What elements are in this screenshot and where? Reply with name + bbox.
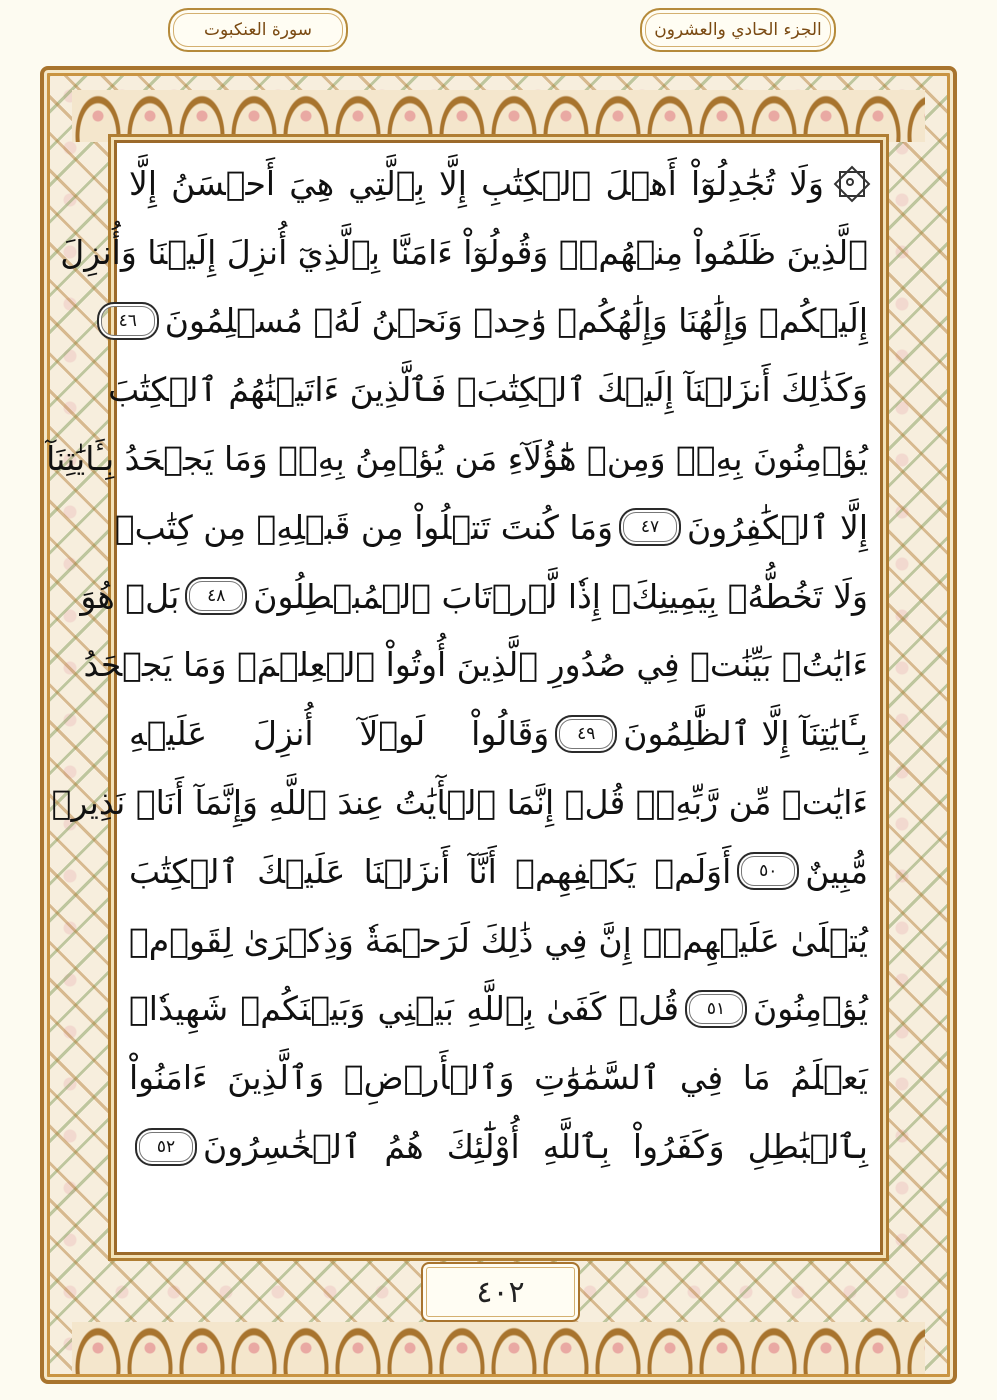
- line-text: إِلَيۡكُمۡ وَإِلَٰهُنَا وَإِلَٰهُكُمۡ وَٰحِدٞ وَنَحۡنُ لَهُۥ مُسۡلِمُونَ: [164, 301, 868, 341]
- text-line: [129, 699, 868, 768]
- quran-text-panel: [46, 140, 883, 1255]
- page-number: ٤٠٢: [421, 1262, 580, 1322]
- ayah-number-marker: ٤٩: [555, 715, 617, 753]
- line-text: ٱلَّذِينَ ظَلَمُواْ مِنۡهُمۡۖ وَقُولُوٓاْ ءَامَنَّا بِٱلَّذِيٓ أُنزِلَ إِلَيۡنَا وَأُنزِلَ: [60, 232, 868, 272]
- text-line: [118, 287, 868, 356]
- text-line: [129, 975, 868, 1044]
- text-line: [83, 631, 868, 700]
- line-text-continued: بَلۡ هُوَ: [80, 576, 180, 616]
- text-line: [108, 355, 868, 424]
- line-text-continued: أَوَلَمۡ يَكۡفِهِمۡ أَنَّآ أَنزَلۡنَا عَلَيۡكَ ٱلۡكِتَٰبَ: [129, 851, 732, 891]
- line-text: يُتۡلَىٰ عَلَيۡهِمۡۚ إِنَّ فِي ذَٰلِكَ لَرَحۡمَةٗ وَذِكۡرَىٰ لِقَوۡمٖ: [129, 920, 868, 960]
- ayah-number-marker: ٤٦: [97, 302, 159, 340]
- ayah-number-marker: ٥٢: [135, 1128, 197, 1166]
- line-text: إِلَّا ٱلۡكَٰفِرُونَ: [687, 507, 868, 547]
- ayah-number-marker: ٤٨: [185, 577, 247, 615]
- frame-top-ornament: [72, 90, 925, 142]
- juz-label: الجزء الحادي والعشرون: [640, 8, 836, 52]
- ayah-number-marker: ٥١: [685, 990, 747, 1028]
- text-line: [129, 837, 868, 906]
- line-text: ءَايَٰتٞ مِّن رَّبِّهِۦۖ قُلۡ إِنَّمَا ٱلۡأٓيَٰتُ عِندَ ٱللَّهِ وَإِنَّمَآ أَنَا۠ نَذِيرٞ: [51, 783, 868, 823]
- line-text: ءَايَٰتُۢ بَيِّنَٰتٞ فِي صُدُورِ ٱلَّذِينَ أُوتُواْ ٱلۡعِلۡمَۚ وَمَا يَجۡحَدُ: [83, 645, 868, 685]
- line-text: وَلَا تُجَٰدِلُوٓاْ أَهۡلَ ٱلۡكِتَٰبِ إِلَّا بِٱلَّتِي هِيَ أَحۡسَنُ إِلَّا: [129, 163, 824, 203]
- line-text-continued: قُلۡ كَفَىٰ بِٱللَّهِ بَيۡنِي وَبَيۡنَكُمۡ شَهِيدٗاۖ: [129, 989, 680, 1029]
- line-text: بِـَٔايَٰتِنَآ إِلَّا ٱلظَّٰلِمُونَ: [623, 714, 868, 754]
- text-line: [129, 1112, 868, 1181]
- text-line: [51, 768, 868, 837]
- line-text: وَكَذَٰلِكَ أَنزَلۡنَآ إِلَيۡكَ ٱلۡكِتَٰبَۚ فَٱلَّذِينَ ءَاتَيۡنَٰهُمُ ٱلۡكِتَٰبَ: [108, 370, 868, 410]
- line-text: بِٱلۡبَٰطِلِ وَكَفَرُواْ بِٱللَّهِ أُوْلَٰٓئِكَ هُمُ ٱلۡخَٰسِرُونَ: [203, 1127, 868, 1167]
- text-line: [129, 906, 868, 975]
- line-text-continued: وَقَالُواْ لَوۡلَآ أُنزِلَ عَلَيۡهِ: [129, 714, 550, 754]
- text-line: [60, 218, 868, 287]
- line-text-continued: وَمَا كُنتَ تَتۡلُواْ مِن قَبۡلِهِۦ مِن كِتَٰبٖ: [114, 507, 614, 547]
- line-text: مُّبِينٌ: [805, 851, 868, 891]
- ayah-number-marker: ٥٠: [737, 852, 799, 890]
- surah-label: سورة العنكبوت: [168, 8, 348, 52]
- line-text: وَلَا تَخُطُّهُۥ بِيَمِينِكَۖ إِذٗا لَّٱرۡتَابَ ٱلۡمُبۡطِلُونَ: [253, 576, 868, 616]
- frame-bottom-ornament: [72, 1322, 925, 1374]
- line-text: يُؤۡمِنُونَ: [753, 989, 868, 1029]
- text-line: [129, 149, 868, 218]
- text-line: [46, 424, 868, 493]
- line-text: يَعۡلَمُ مَا فِي ٱلسَّمَٰوَٰتِ وَٱلۡأَرۡضِۗ وَٱلَّذِينَ ءَامَنُواْ: [129, 1058, 868, 1098]
- rub-el-hizb-icon: [834, 166, 868, 200]
- text-line: [114, 493, 868, 562]
- line-text: يُؤۡمِنُونَ بِهِۦۖ وَمِنۡ هَٰٓؤُلَآءِ مَن يُؤۡمِنُ بِهِۦۚ وَمَا يَجۡحَدُ بِـَٔايَٰتِنَآ: [46, 439, 868, 479]
- ayah-number-marker: ٤٧: [619, 508, 681, 546]
- text-line: [80, 562, 868, 631]
- text-line: [129, 1043, 868, 1112]
